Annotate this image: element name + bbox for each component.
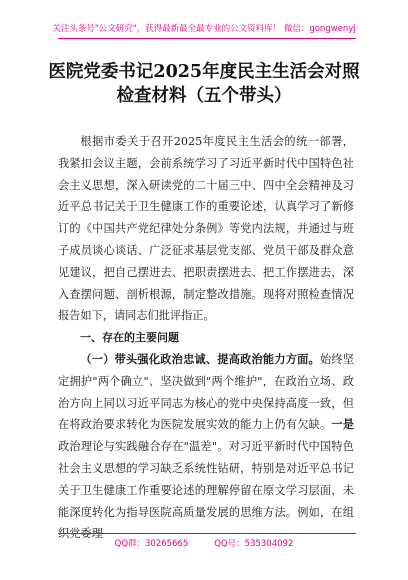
subsection-text-1b: 政治理论与实践融合存在"温差"。对习近平新时代中国特色社会主义思想的学习缺乏系统性钻研，特别是对近平总书记关于卫生健康工作重要论述的理解停留在原文学习层面，未能深度转化为指导医院高质量发展的思维方法。例如，在组织党委理: [58, 440, 354, 541]
contact-footer: [0, 537, 408, 549]
footer-divider: [58, 533, 356, 534]
section-heading-problems: 一、存在的主要问题: [80, 331, 179, 345]
title-line-2: 检查材料（五个带头）: [116, 86, 292, 106]
qq-group-text: QQ群：30265665: [114, 539, 189, 549]
subsection-paragraph-1: [58, 349, 354, 545]
header-divider: [58, 38, 356, 39]
title-line-1: 医院党委书记2025年度民主生活会对照: [48, 62, 360, 82]
subsection-text-1a: 始终坚定拥护"两个确立"、坚决做到"两个维护"，在政治立场、政治方向上同以习近平同志为核心的党中央保持高度一致，但在将政治要求转化为医院发展实效的能力上仍有欠缺。: [58, 352, 354, 432]
point-label-1: 一是: [331, 417, 354, 432]
document-body: [58, 131, 354, 545]
qq-number-text: QQ号：535304092: [214, 539, 294, 549]
subsection-heading-1: （一）带头强化政治忠诚、提高政治能力方面。: [80, 351, 320, 366]
document-title: [30, 60, 378, 108]
promo-header: 关注头条号"公文研究"，获得最新最全最专业的公文资料库！ 微信：gongwenyj: [52, 24, 356, 34]
intro-paragraph: 根据市委关于召开2025年度民主生活会的统一部署，我紧扣会议主题，会前系统学习了习近平新时代中国特色社会主义思想，深入研读党的二十届三中、四中全会精神及习近平总书记关于卫生健康工作的重要论述，认真学习了新修订的《中国共产党纪律处分条例》等党内法规，并通过与班子成员谈心谈话、广泛征求基层党支部、党员干部及群众意见建议，把自己摆进去、把职责摆进去、把工作摆进去，深入查摆问题、剖析根源，制定整改措施。现将对照检查情况报告如下，请同志们批评指正。: [58, 135, 354, 323]
